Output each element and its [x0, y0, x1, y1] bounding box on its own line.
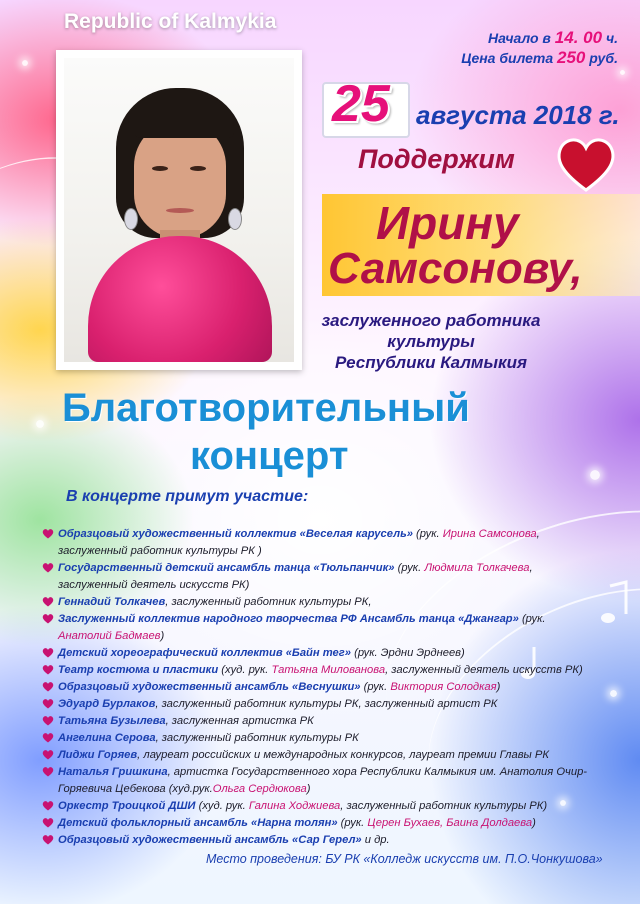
- participant-item: [40, 747, 600, 764]
- participant-detail: (рук. Эрдни Эрднеев): [350, 647, 465, 659]
- venue: Место проведения: БУ РК «Колледж искусств им. П.О.Чонкушова»: [206, 852, 603, 866]
- participant-name: Образцовый художественный коллектив «Веселая карусель»: [58, 528, 413, 540]
- heart-bullet-icon: [42, 766, 54, 783]
- participant-item: [40, 832, 600, 849]
- participant-name: Образцовый художественный ансамбль «Веснушки»: [58, 681, 361, 693]
- participant-detail: и др.: [361, 834, 390, 846]
- portrait-earring: [228, 208, 242, 230]
- sparkle: [620, 70, 625, 75]
- participant-detail: (рук.: [337, 817, 368, 829]
- participant-item: [40, 611, 600, 645]
- participant-name: Детский фольклорный ансамбль «Нарна толян»: [58, 817, 338, 829]
- participant-detail: , заслуженный работник культуры РК, заслуженный артист РК: [155, 698, 498, 710]
- participant-item: [40, 662, 600, 679]
- participant-detail: ): [532, 817, 536, 829]
- participant-leader: Ольга Сердюкова: [212, 783, 307, 795]
- portrait-eye: [152, 166, 168, 171]
- portrait-frame: [56, 50, 302, 370]
- participant-item: [40, 696, 600, 713]
- participant-detail: , заслуженный работник культуры РК): [340, 800, 548, 812]
- start-prefix: Начало в: [487, 30, 551, 46]
- support-text: Поддержим: [358, 144, 515, 174]
- event-info: [461, 28, 618, 68]
- participant-item: [40, 645, 600, 662]
- participant-name: Детский хореографический коллектив «Байн тег»: [58, 647, 351, 659]
- price-suffix: руб.: [589, 50, 618, 66]
- concert-heading-line1: Благотворительный: [62, 386, 470, 430]
- sparkle: [610, 690, 617, 697]
- participant-name: Государственный детский ансамбль танца «Тюльпанчик»: [58, 562, 395, 574]
- participant-detail: ): [496, 681, 501, 693]
- heart-bullet-icon: [42, 834, 54, 851]
- participant-detail: , заслуженный работник культуры РК: [155, 732, 359, 744]
- participant-detail: ): [160, 630, 165, 642]
- honorary-title: [306, 310, 556, 373]
- participant-leader: Ирина Самсонова: [442, 528, 537, 540]
- participant-leader: Татьяна Милованова: [271, 664, 386, 676]
- participant-name: Эдуард Бурлаков: [58, 698, 156, 710]
- heart-bullet-icon: [42, 613, 54, 630]
- price-value: 250: [557, 48, 586, 67]
- participant-detail: (рук.: [518, 613, 546, 625]
- participant-detail: ): [306, 783, 311, 795]
- participant-leader: Виктория Солодкая: [390, 681, 497, 693]
- portrait-eye: [190, 166, 206, 171]
- participant-item: [40, 594, 600, 611]
- participant-leader: Анатолий Бадмаев: [58, 630, 161, 642]
- participant-name: Ангелина Серова: [58, 732, 156, 744]
- sparkle: [590, 470, 600, 480]
- participant-item: [40, 764, 600, 798]
- portrait-photo: [64, 58, 294, 362]
- price-prefix: Цена билета: [461, 50, 554, 66]
- participant-name: Татьяна Бузылева: [58, 715, 166, 727]
- honorary-title-line: Республики Калмыкия: [334, 353, 528, 372]
- event-month-year: августа 2018 г.: [416, 100, 620, 130]
- event-day: 25: [332, 75, 390, 133]
- honoree-first-name: Ирину: [376, 197, 519, 249]
- participant-item: [40, 679, 600, 696]
- sparkle: [36, 420, 44, 428]
- participant-item: [40, 730, 600, 747]
- participant-item: [40, 815, 600, 832]
- participant-detail: , артистка Государственного хора Республики Калмыкия им. Анатолия Очир-Горяевича Цебекова (худ.рук.: [58, 766, 588, 795]
- brand-watermark: Republic of Kalmykia: [64, 10, 277, 33]
- heart-bullet-icon: [42, 528, 54, 545]
- start-time-line: [461, 28, 618, 48]
- participant-name: Образцовый художественный ансамбль «Сар Герел»: [58, 834, 362, 846]
- participant-detail: , заслуженный работник культуры РК,: [165, 596, 372, 608]
- concert-heading-line2: концерт: [190, 434, 349, 478]
- sparkle: [22, 60, 28, 66]
- heart-bullet-icon: [42, 562, 54, 579]
- participant-leader: Галина Ходжиева: [248, 800, 341, 812]
- participant-detail: , заслуженная артистка РК: [165, 715, 314, 727]
- participant-item: [40, 798, 600, 815]
- price-line: [461, 48, 618, 68]
- participant-item: [40, 560, 600, 594]
- participant-item: [40, 713, 600, 730]
- participant-detail: , лауреат российских и международных конкурсов, лауреат премии Главы РК: [137, 749, 549, 761]
- participant-leader: Людмила Толкачева: [424, 562, 530, 574]
- participant-name: Заслуженный коллектив народного творчества РФ Ансамбль танца «Джангар»: [58, 613, 519, 625]
- participant-item: [40, 526, 600, 560]
- participant-name: Наталья Гришкина: [58, 766, 168, 778]
- portrait-earring: [124, 208, 138, 230]
- participant-detail: (рук.: [360, 681, 391, 693]
- participant-detail: , заслуженный работник культуры РК ): [58, 528, 540, 557]
- music-note-icon: [600, 580, 630, 626]
- participant-detail: (худ. рук.: [195, 800, 249, 812]
- participant-name: Лиджи Горяев: [58, 749, 138, 761]
- honoree-last-name: Самсонову,: [328, 244, 583, 293]
- portrait-mouth: [166, 208, 194, 213]
- participant-detail: (рук.: [394, 562, 425, 574]
- portrait-scarf: [88, 236, 272, 362]
- participant-name: Геннадий Толкачев: [58, 596, 166, 608]
- participant-name: Оркестр Троицкой ДШИ: [58, 800, 196, 812]
- participant-detail: (худ. рук.: [218, 664, 272, 676]
- participant-detail: , заслуженный деятель искусств РК): [58, 562, 533, 591]
- participants-heading: В концерте примут участие:: [66, 488, 309, 505]
- participant-name: Театр костюма и пластики: [58, 664, 219, 676]
- portrait-bangs: [128, 98, 234, 138]
- participant-detail: (рук.: [412, 528, 443, 540]
- honorary-title-line: заслуженного работника: [321, 311, 541, 330]
- honorary-title-line: культуры: [387, 332, 475, 351]
- participants-list: [40, 526, 600, 849]
- start-time: 14. 00: [554, 28, 603, 47]
- participant-detail: , заслуженный деятель искусств РК): [385, 664, 583, 676]
- participant-leader: Церен Бухаев, Баина Долдаева: [367, 817, 533, 829]
- start-suffix: ч.: [605, 30, 618, 46]
- heart-icon: [554, 134, 618, 194]
